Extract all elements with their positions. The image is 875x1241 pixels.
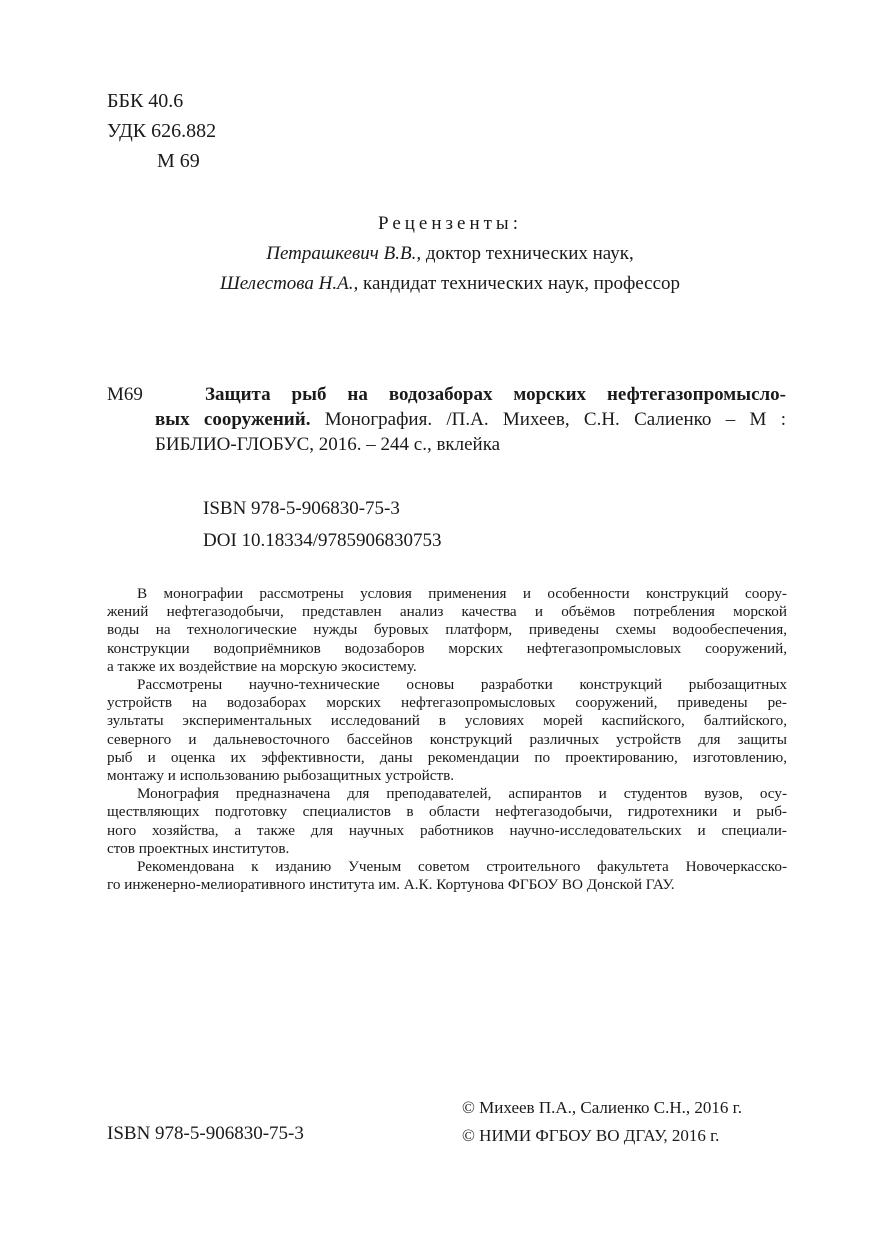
bbk-code: ББК 40.6: [107, 90, 184, 112]
abstract-line: северного и дальневосточного бассейнов конструкций различных устройств для защиты: [107, 730, 787, 748]
abstract-line: ществляющих подготовку специалистов в области нефтегазодобычи, гидротехники и рыб-: [107, 803, 787, 821]
doi: DOI 10.18334/9785906830753: [203, 530, 442, 551]
reviewer-2-title: кандидат технических наук, профессор: [358, 273, 681, 294]
catalog-entry: [155, 382, 786, 457]
abstract-line: воды на технологические нужды буровых платформ, приведены схемы водообеспечения,: [107, 621, 787, 639]
abstract-paragraph-2: [107, 676, 787, 785]
catalog-line-3: БИБЛИО-ГЛОБУС, 2016. – 244 с., вклейка: [155, 434, 501, 455]
abstract-line: Рассмотрены научно-технические основы разработки конструкций рыбозащитных: [137, 676, 787, 694]
footer-isbn: ISBN 978-5-906830-75-3: [107, 1123, 304, 1144]
reviewers-block: [100, 209, 800, 299]
abstract: [107, 585, 787, 894]
abstract-line: конструкции водоприёмников водозаборов морских нефтегазопромысловых сооружений,: [107, 639, 787, 657]
abstract-paragraph-3: [107, 785, 787, 858]
catalog-code: М69: [107, 384, 143, 405]
reviewer-2-name: Шелестова Н.А.,: [219, 273, 359, 294]
classification-codes: [107, 86, 216, 176]
identifiers-block: [203, 493, 442, 557]
abstract-line: жений нефтегазодобычи, представлен анализ качества и объёмов потребления морской: [107, 603, 787, 621]
abstract-paragraph-1: [107, 585, 787, 676]
abstract-line: а также их воздействие на морскую экосистему.: [107, 657, 417, 675]
reviewers-heading: Рецензенты:: [378, 213, 522, 234]
reviewer-1-title: доктор технических наук,: [421, 243, 634, 264]
abstract-line: устройств на водозаборах морских нефтегазопромысловых сооружений, приведены ре-: [107, 694, 787, 712]
abstract-line: го инженерно-мелиоративного института им. А.К. Кортунова ФГБОУ ВО Донской ГАУ.: [107, 876, 675, 894]
author-mark: М 69: [157, 150, 200, 172]
abstract-paragraph-4: [107, 858, 787, 894]
copyright-block: [462, 1094, 742, 1150]
abstract-line: рыб и оценка их эффективности, даны рекомендации по проектированию, изготовлению,: [107, 748, 787, 766]
isbn: ISBN 978-5-906830-75-3: [203, 498, 400, 519]
reviewer-1: [100, 239, 800, 269]
abstract-line: Монография предназначена для преподавателей, аспирантов и студентов вузов, осу-: [137, 785, 787, 803]
abstract-line: Рекомендована к изданию Ученым советом строительного факультета Новочеркасско-: [137, 858, 787, 876]
abstract-line: зультаты экспериментальных исследований в условиях морей каспийского, балтийского,: [107, 712, 787, 730]
udk-code: УДК 626.882: [107, 120, 217, 142]
abstract-line: стов проектных институтов.: [107, 839, 290, 857]
catalog-title-part-1: Защита рыб на водозаборах морских нефтегазопромысло-: [205, 384, 786, 405]
copyright-publisher: © НИМИ ФГБОУ ВО ДГАУ, 2016 г.: [462, 1126, 720, 1145]
abstract-line: ного хозяйства, а также для научных работников научно-исследовательских и специали-: [107, 821, 787, 839]
reviewer-2: [100, 269, 800, 299]
abstract-line: монтажу и использованию рыбозащитных устройств.: [107, 767, 455, 785]
catalog-title-line-1: [155, 382, 786, 407]
catalog-line-2-rest: Монография. /П.А. Михеев, С.Н. Салиенко – М :: [310, 409, 786, 430]
copyright-authors: © Михеев П.А., Салиенко С.Н., 2016 г.: [462, 1098, 742, 1117]
catalog-title-part-2: вых сооружений.: [155, 409, 311, 430]
abstract-line: В монографии рассмотрены условия применения и особенности конструкций соору-: [137, 585, 787, 602]
reviewer-1-name: Петрашкевич В.В.,: [266, 243, 422, 264]
catalog-line-2: [155, 407, 786, 432]
